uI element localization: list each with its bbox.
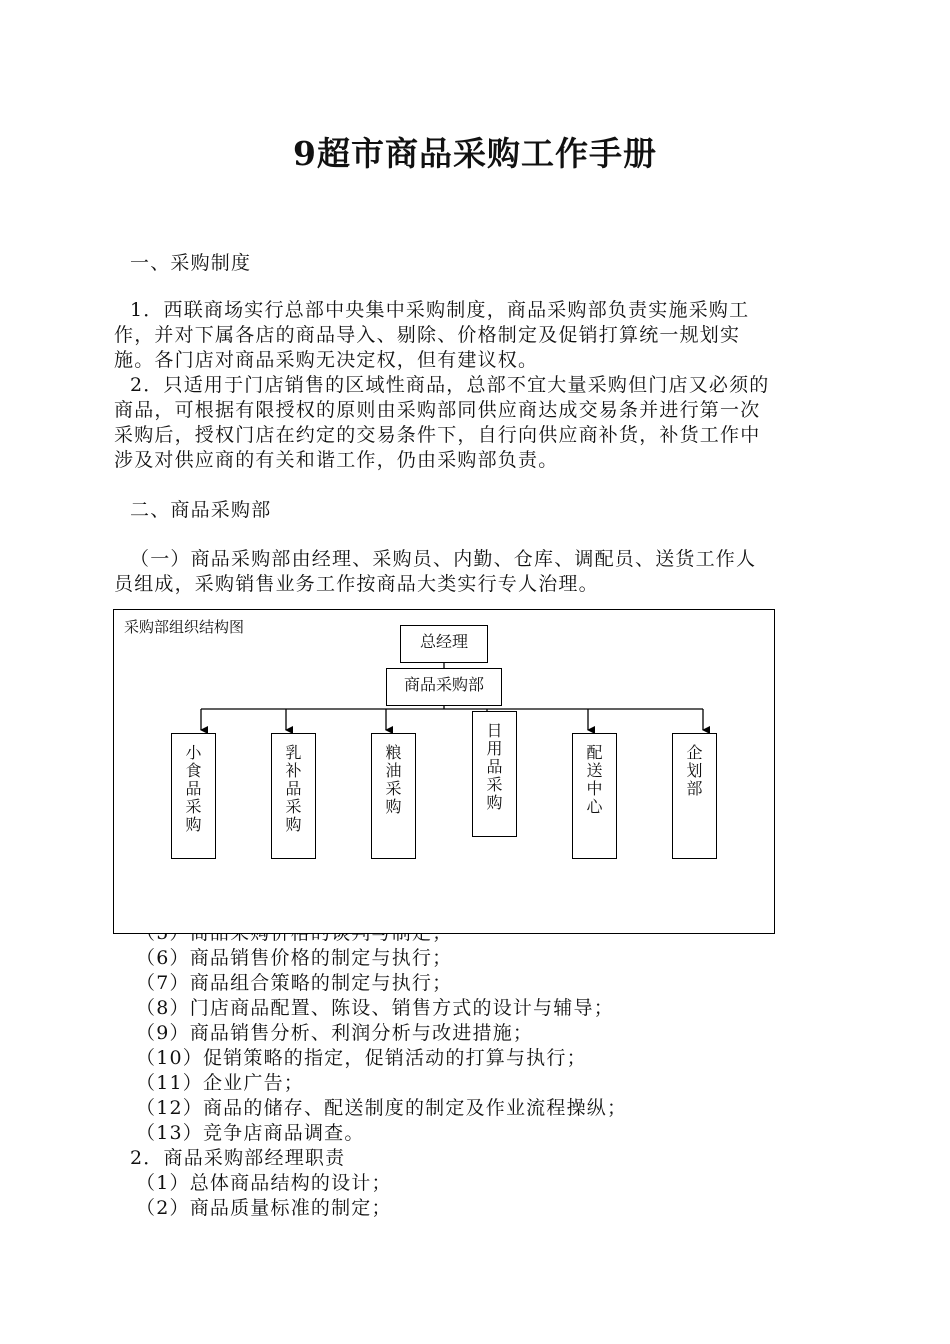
paragraph-3-line-1: （一）商品采购部由经理、采购员、内勤、仓库、调配员、送货工作人 — [130, 548, 757, 570]
org-node-distribution-center — [572, 733, 617, 859]
org-node-grain-oil-purchasing — [371, 733, 416, 859]
list-item: （10）促销策略的指定，促销活动的打算与执行； — [136, 1047, 587, 1069]
paragraph-3-line-2: 员组成，采购销售业务工作按商品大类实行专人治理。 — [114, 573, 599, 595]
org-node-general-manager: 总经理 — [400, 625, 488, 663]
org-node-daily-goods-purchasing — [472, 711, 517, 837]
document-title: 9超市商品采购工作手册 — [293, 134, 657, 173]
org-node-label: 小食品采购 — [185, 743, 202, 834]
paragraph-1-line-1: 1．西联商场实行总部中央集中采购制度，商品采购部负责实施采购工 — [130, 299, 750, 321]
org-node-label: 企划部 — [686, 743, 703, 798]
paragraph-2-line-2: 商品，可根据有限授权的原则由采购部同供应商达成交易条并进行第一次 — [114, 399, 761, 421]
org-node-label: 配送中心 — [586, 743, 603, 816]
org-node-label: 粮油采购 — [385, 743, 402, 816]
org-chart-caption: 采购部组织结构图 — [124, 618, 245, 636]
list-item: （8）门店商品配置、陈设、销售方式的设计与辅导； — [136, 997, 614, 1019]
list-item: （2）商品质量标准的制定； — [136, 1197, 392, 1219]
org-node-planning-dept — [672, 733, 717, 859]
list-item: （13）竞争店商品调查。 — [136, 1122, 365, 1144]
paragraph-2-line-3: 采购后，授权门店在约定的交易条件下，自行向供应商补货，补货工作中 — [114, 424, 761, 446]
paragraph-2-line-1: 2．只适用于门店销售的区域性商品，总部不宜大量采购但门店又必须的 — [130, 374, 770, 396]
org-node-purchasing-dept: 商品采购部 — [386, 668, 502, 706]
org-node-dairy-purchasing — [271, 733, 316, 859]
subsection-heading-manager-duties: 2．商品采购部经理职责 — [130, 1147, 346, 1169]
paragraph-2-line-4: 涉及对供应商的有关和谐工作，仍由采购部负责。 — [114, 449, 559, 471]
section-heading-procurement-system: 一、采购制度 — [130, 252, 252, 274]
list-item: （9）商品销售分析、利润分析与改进措施； — [136, 1022, 534, 1044]
paragraph-1-line-3: 施。各门店对商品采购无决定权，但有建议权。 — [114, 349, 539, 371]
org-node-label: 日用品采购 — [486, 721, 503, 812]
list-item: （1）总体商品结构的设计； — [136, 1172, 392, 1194]
section-heading-purchasing-dept: 二、商品采购部 — [130, 499, 272, 521]
org-node-label: 乳补品采购 — [285, 743, 302, 834]
list-item: （11）企业广告； — [136, 1072, 304, 1094]
list-item: （12）商品的储存、配送制度的制定及作业流程操纵； — [136, 1097, 628, 1119]
org-node-snack-purchasing — [171, 733, 216, 859]
list-item: （6）商品销售价格的制定与执行； — [136, 947, 453, 969]
list-item: （7）商品组合策略的制定与执行； — [136, 972, 453, 994]
paragraph-1-line-2: 作，并对下属各店的商品导入、剔除、价格制定及促销打算统一规划实 — [114, 324, 741, 346]
org-chart — [113, 609, 775, 934]
